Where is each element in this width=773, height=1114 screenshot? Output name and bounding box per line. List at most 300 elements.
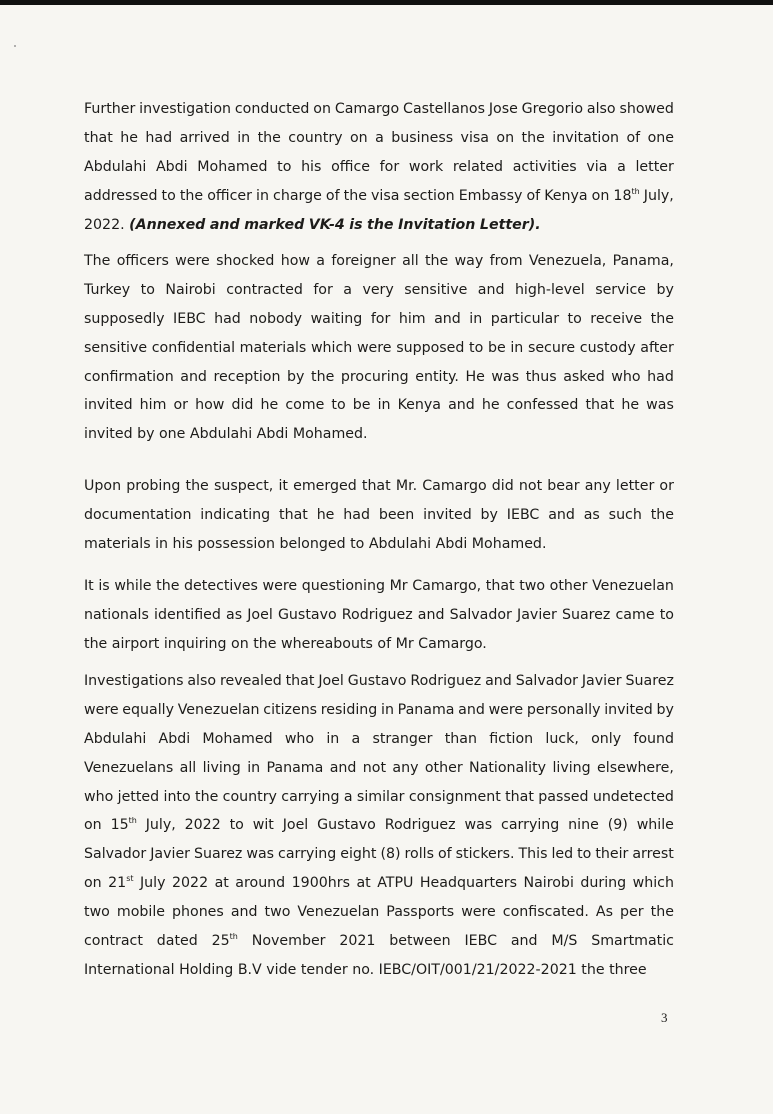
word: one xyxy=(647,129,674,146)
word-group xyxy=(611,363,640,392)
word: carrying xyxy=(278,846,337,863)
word-group xyxy=(438,840,452,869)
word-group xyxy=(326,182,340,211)
word: revealed xyxy=(219,673,282,689)
text-line xyxy=(84,630,674,659)
word-group xyxy=(523,869,573,898)
word: belonged xyxy=(279,535,346,552)
word: inquiring xyxy=(163,635,227,652)
word-group xyxy=(159,725,191,754)
word: 15 xyxy=(110,817,129,834)
word-group xyxy=(152,334,235,363)
word-group xyxy=(348,667,407,696)
word: citizens xyxy=(263,701,318,718)
word: Investigations xyxy=(84,673,184,689)
word-group xyxy=(118,783,160,812)
word: receive xyxy=(590,310,643,327)
word-group xyxy=(180,363,207,392)
word-group xyxy=(112,630,160,659)
word-group xyxy=(377,869,413,898)
word-group xyxy=(84,501,191,530)
word: probing xyxy=(126,478,181,494)
word-group xyxy=(349,211,362,240)
word-group xyxy=(633,725,674,754)
word-group xyxy=(550,572,588,601)
word-group xyxy=(613,247,674,276)
word-group xyxy=(140,869,166,898)
word: Suarez xyxy=(193,846,243,863)
word-group xyxy=(371,182,399,211)
word-group xyxy=(231,630,249,659)
word-group xyxy=(646,391,674,420)
word: luck, xyxy=(545,730,579,747)
word: 25 xyxy=(211,933,230,950)
word-group xyxy=(616,472,654,501)
word-group xyxy=(456,840,515,869)
word: he xyxy=(481,397,500,414)
word: Mr xyxy=(395,635,414,652)
word-group xyxy=(402,247,419,276)
word-group xyxy=(522,95,583,124)
word: the xyxy=(424,253,449,269)
word-group xyxy=(84,334,147,363)
text-line xyxy=(84,391,674,420)
word-group xyxy=(418,601,445,630)
word-group xyxy=(313,276,333,305)
word-group xyxy=(425,754,463,783)
word: come xyxy=(285,397,325,414)
word-group xyxy=(200,501,270,530)
word: Salvador xyxy=(449,606,512,623)
word: 2022 xyxy=(184,817,221,834)
word: by xyxy=(137,426,155,443)
word: had xyxy=(647,368,674,385)
word-group xyxy=(568,305,582,334)
word-group xyxy=(386,898,454,927)
word-group xyxy=(353,391,371,420)
word: foreigner xyxy=(331,253,396,269)
ordinal-superscript: th xyxy=(128,816,137,826)
word-group xyxy=(592,182,610,211)
word-group xyxy=(157,927,198,956)
word: IEBC xyxy=(464,933,498,950)
word: Jose xyxy=(488,101,518,117)
word: and xyxy=(417,606,445,623)
word: who xyxy=(284,730,315,747)
word-group xyxy=(519,472,542,501)
word-group xyxy=(281,247,310,276)
word-group xyxy=(150,840,190,869)
word: Mohamed. xyxy=(292,426,368,443)
word: Passports xyxy=(386,904,455,921)
word: residing xyxy=(320,701,378,718)
word-group xyxy=(223,783,277,812)
word: the xyxy=(650,310,674,327)
word: living xyxy=(202,759,241,776)
word-group xyxy=(343,276,352,305)
word-group xyxy=(235,869,285,898)
word: and xyxy=(180,368,207,385)
word-group xyxy=(279,530,345,559)
word: in xyxy=(247,759,261,776)
word-group xyxy=(544,182,587,211)
word-group xyxy=(518,840,547,869)
word-group xyxy=(197,153,267,182)
word-group xyxy=(651,898,674,927)
word-group xyxy=(309,211,345,240)
word-group xyxy=(326,725,339,754)
word-group xyxy=(281,630,373,659)
word: two xyxy=(519,578,546,594)
word: a xyxy=(351,730,361,747)
word-group xyxy=(265,898,291,927)
word: were xyxy=(262,578,298,594)
word-group xyxy=(478,276,505,305)
text-line xyxy=(84,956,674,985)
word: was xyxy=(464,817,493,834)
word-group xyxy=(184,572,258,601)
word-group xyxy=(586,153,607,182)
word-group xyxy=(485,667,512,696)
word-group xyxy=(398,211,475,240)
word: Javier xyxy=(517,606,557,623)
word: service xyxy=(595,281,647,298)
word: Mr. xyxy=(395,478,418,494)
word: Mohamed. xyxy=(471,535,547,552)
word-group xyxy=(469,334,483,363)
word-group xyxy=(592,572,674,601)
word-group xyxy=(84,956,175,985)
word-group xyxy=(526,182,540,211)
word: and xyxy=(329,759,357,776)
word-group xyxy=(344,783,353,812)
word: indicating xyxy=(200,506,271,523)
word: who xyxy=(611,368,641,385)
word: by xyxy=(656,701,674,718)
word: suspect, xyxy=(213,478,274,494)
word: had xyxy=(343,506,370,523)
word: sensitive xyxy=(84,339,148,356)
word-group xyxy=(659,472,674,501)
word-group xyxy=(292,869,350,898)
word-group xyxy=(375,124,384,153)
word: Suarez xyxy=(625,673,674,689)
word: identified xyxy=(154,606,221,623)
word: Joel xyxy=(247,606,273,623)
word: and xyxy=(510,933,538,950)
word-group xyxy=(489,696,524,725)
word-group xyxy=(235,95,310,124)
word-group xyxy=(398,696,455,725)
ordinal-superscript: th xyxy=(631,186,640,196)
word-group xyxy=(154,601,221,630)
word-group xyxy=(173,530,193,559)
word-group xyxy=(522,124,545,153)
annex-reference-text: VK-4 xyxy=(308,216,345,233)
word: at xyxy=(214,875,229,892)
word-group xyxy=(587,95,616,124)
word: also xyxy=(187,673,217,689)
word-group xyxy=(640,334,674,363)
word-group xyxy=(399,305,426,334)
word: not xyxy=(518,478,543,494)
word-group xyxy=(139,95,231,124)
word: did xyxy=(491,478,514,494)
word: Suarez xyxy=(561,606,611,623)
word: Kenya xyxy=(397,397,441,414)
word-group xyxy=(379,956,577,985)
word: Castellanos xyxy=(403,101,485,117)
word-group xyxy=(98,572,109,601)
word-group xyxy=(247,601,273,630)
word-group xyxy=(379,501,414,530)
word-group xyxy=(453,153,503,182)
word-group xyxy=(84,391,133,420)
word: As xyxy=(595,904,614,921)
word: confessed xyxy=(506,397,579,414)
word: in xyxy=(469,310,483,327)
word-group xyxy=(609,956,647,985)
word-group xyxy=(409,153,443,182)
word: procuring xyxy=(340,368,409,385)
word: dated xyxy=(156,933,198,950)
word-group xyxy=(481,501,498,530)
word-group xyxy=(648,124,674,153)
word: of xyxy=(437,846,452,863)
word: as xyxy=(583,506,600,523)
word-group xyxy=(529,247,606,276)
word-group xyxy=(84,898,110,927)
word: IEBC xyxy=(173,310,206,327)
word: on xyxy=(350,129,368,146)
word: that xyxy=(505,788,534,805)
word-group xyxy=(249,305,302,334)
word: whereabouts xyxy=(281,635,373,652)
word: Nairobi xyxy=(165,281,216,298)
word-group xyxy=(195,783,218,812)
word-group xyxy=(371,305,391,334)
word-group xyxy=(491,363,519,392)
word-group xyxy=(547,472,579,501)
word: 2022 xyxy=(171,875,209,892)
word-group xyxy=(84,840,146,869)
word-group xyxy=(256,182,269,211)
word: Venezuelan xyxy=(297,904,380,921)
word: which xyxy=(632,875,674,892)
word: section xyxy=(403,187,455,204)
word-group xyxy=(180,124,230,153)
word: Mohamed xyxy=(197,158,268,175)
word-group xyxy=(590,305,642,334)
word-group xyxy=(396,472,417,501)
word-group xyxy=(450,601,512,630)
text-line xyxy=(84,211,674,240)
word: materials xyxy=(239,339,307,356)
word-group xyxy=(266,956,296,985)
word: and xyxy=(230,904,258,921)
text-line xyxy=(84,927,674,956)
word: similar xyxy=(356,788,405,805)
word-group xyxy=(392,754,418,783)
word-group xyxy=(84,124,113,153)
word: high-level xyxy=(514,281,585,298)
word-group xyxy=(632,840,673,869)
word: on xyxy=(591,187,610,204)
word-group xyxy=(591,927,674,956)
word: a xyxy=(316,253,325,269)
word: stickers. xyxy=(455,846,515,863)
word: he xyxy=(316,506,335,523)
word: IEBC/OIT/001/21/2022-2021 xyxy=(378,961,577,978)
word-group xyxy=(195,391,224,420)
word: Gustavo xyxy=(347,673,407,689)
word: of xyxy=(325,187,340,204)
word-group xyxy=(288,124,342,153)
ordinal-superscript: st xyxy=(126,874,134,884)
word: such xyxy=(608,506,642,523)
word-group xyxy=(350,124,368,153)
word-group xyxy=(212,927,238,956)
text-line xyxy=(84,501,674,530)
word: wit xyxy=(252,817,274,834)
word: Venezuelan xyxy=(592,578,674,594)
word-group xyxy=(297,898,379,927)
word-group xyxy=(604,696,653,725)
word: living xyxy=(552,759,591,776)
word: did xyxy=(231,397,254,414)
word-group xyxy=(311,334,352,363)
word: Salvador xyxy=(515,673,578,689)
word-group xyxy=(425,247,448,276)
word-group xyxy=(301,153,321,182)
word-group xyxy=(159,420,185,449)
word: nine xyxy=(568,817,599,834)
word: Abdi xyxy=(256,426,289,443)
word-group xyxy=(129,211,205,240)
word-group xyxy=(489,95,518,124)
word-group xyxy=(415,363,459,392)
word: to xyxy=(140,281,155,298)
text-line xyxy=(84,124,674,153)
word-group xyxy=(593,783,674,812)
word-group xyxy=(584,501,600,530)
word: that xyxy=(84,129,113,146)
word-group xyxy=(363,754,386,783)
word: 2021 xyxy=(339,933,376,950)
word: were xyxy=(461,904,496,921)
word-group xyxy=(286,667,315,696)
word-group xyxy=(240,334,307,363)
word-group xyxy=(263,572,298,601)
word-group xyxy=(577,840,591,869)
word-group xyxy=(380,153,400,182)
word: confiscated. xyxy=(502,904,589,921)
word: any xyxy=(392,759,419,776)
word: entity. xyxy=(415,368,459,385)
word-group xyxy=(391,124,453,153)
word: Abdulahi xyxy=(84,158,147,175)
word: (8) xyxy=(380,846,401,863)
paragraph xyxy=(84,472,674,559)
word: Camargo xyxy=(334,101,400,117)
word: was xyxy=(646,397,674,414)
word: other xyxy=(549,578,588,594)
word: country xyxy=(222,788,277,805)
word-group xyxy=(464,927,497,956)
word-group xyxy=(501,811,559,840)
word-group xyxy=(609,501,642,530)
text-line xyxy=(84,420,674,449)
word-group xyxy=(84,696,119,725)
word-group xyxy=(84,276,130,305)
word-group xyxy=(469,305,482,334)
word: by xyxy=(480,506,498,523)
word: and xyxy=(434,310,461,327)
word-group xyxy=(651,305,674,334)
word-group xyxy=(580,869,626,898)
word: very xyxy=(362,281,394,298)
word: M/S xyxy=(551,933,578,950)
word-group xyxy=(238,956,262,985)
word-group xyxy=(434,305,461,334)
word: only xyxy=(591,730,622,747)
word-group xyxy=(185,811,221,840)
word-group xyxy=(226,601,242,630)
word-group xyxy=(162,182,176,211)
word: carrying xyxy=(281,788,340,805)
word: to xyxy=(331,397,346,414)
word-group xyxy=(422,472,486,501)
text-line xyxy=(84,247,674,276)
word-group xyxy=(84,783,113,812)
word: between xyxy=(389,933,451,950)
word-group xyxy=(626,124,640,153)
word: who xyxy=(84,788,114,805)
word-group xyxy=(455,247,484,276)
word-group xyxy=(418,630,487,659)
word-group xyxy=(317,501,335,530)
word: Venezuelans xyxy=(84,759,174,776)
word: 21 xyxy=(108,875,127,892)
word-group xyxy=(378,391,391,420)
text-line xyxy=(84,276,674,305)
word: him xyxy=(139,397,167,414)
word: to xyxy=(161,187,176,204)
word: had xyxy=(145,129,173,146)
word-group xyxy=(187,667,216,696)
word: letter xyxy=(615,478,655,494)
word-group xyxy=(568,811,599,840)
word: he xyxy=(120,129,138,146)
word-group xyxy=(84,572,94,601)
word: his xyxy=(172,535,193,552)
word-group xyxy=(331,153,370,182)
word-group xyxy=(273,182,322,211)
word-group xyxy=(633,869,674,898)
word: to xyxy=(277,158,292,175)
word: nobody xyxy=(249,310,303,327)
word-group xyxy=(637,811,674,840)
word: sensitive xyxy=(404,281,468,298)
word-group xyxy=(293,472,357,501)
paragraph xyxy=(84,667,674,985)
word-group xyxy=(122,696,174,725)
text-line xyxy=(84,725,674,754)
word-group xyxy=(486,572,515,601)
word-group xyxy=(409,783,501,812)
word: Embassy xyxy=(458,187,523,204)
word: than xyxy=(444,730,477,747)
